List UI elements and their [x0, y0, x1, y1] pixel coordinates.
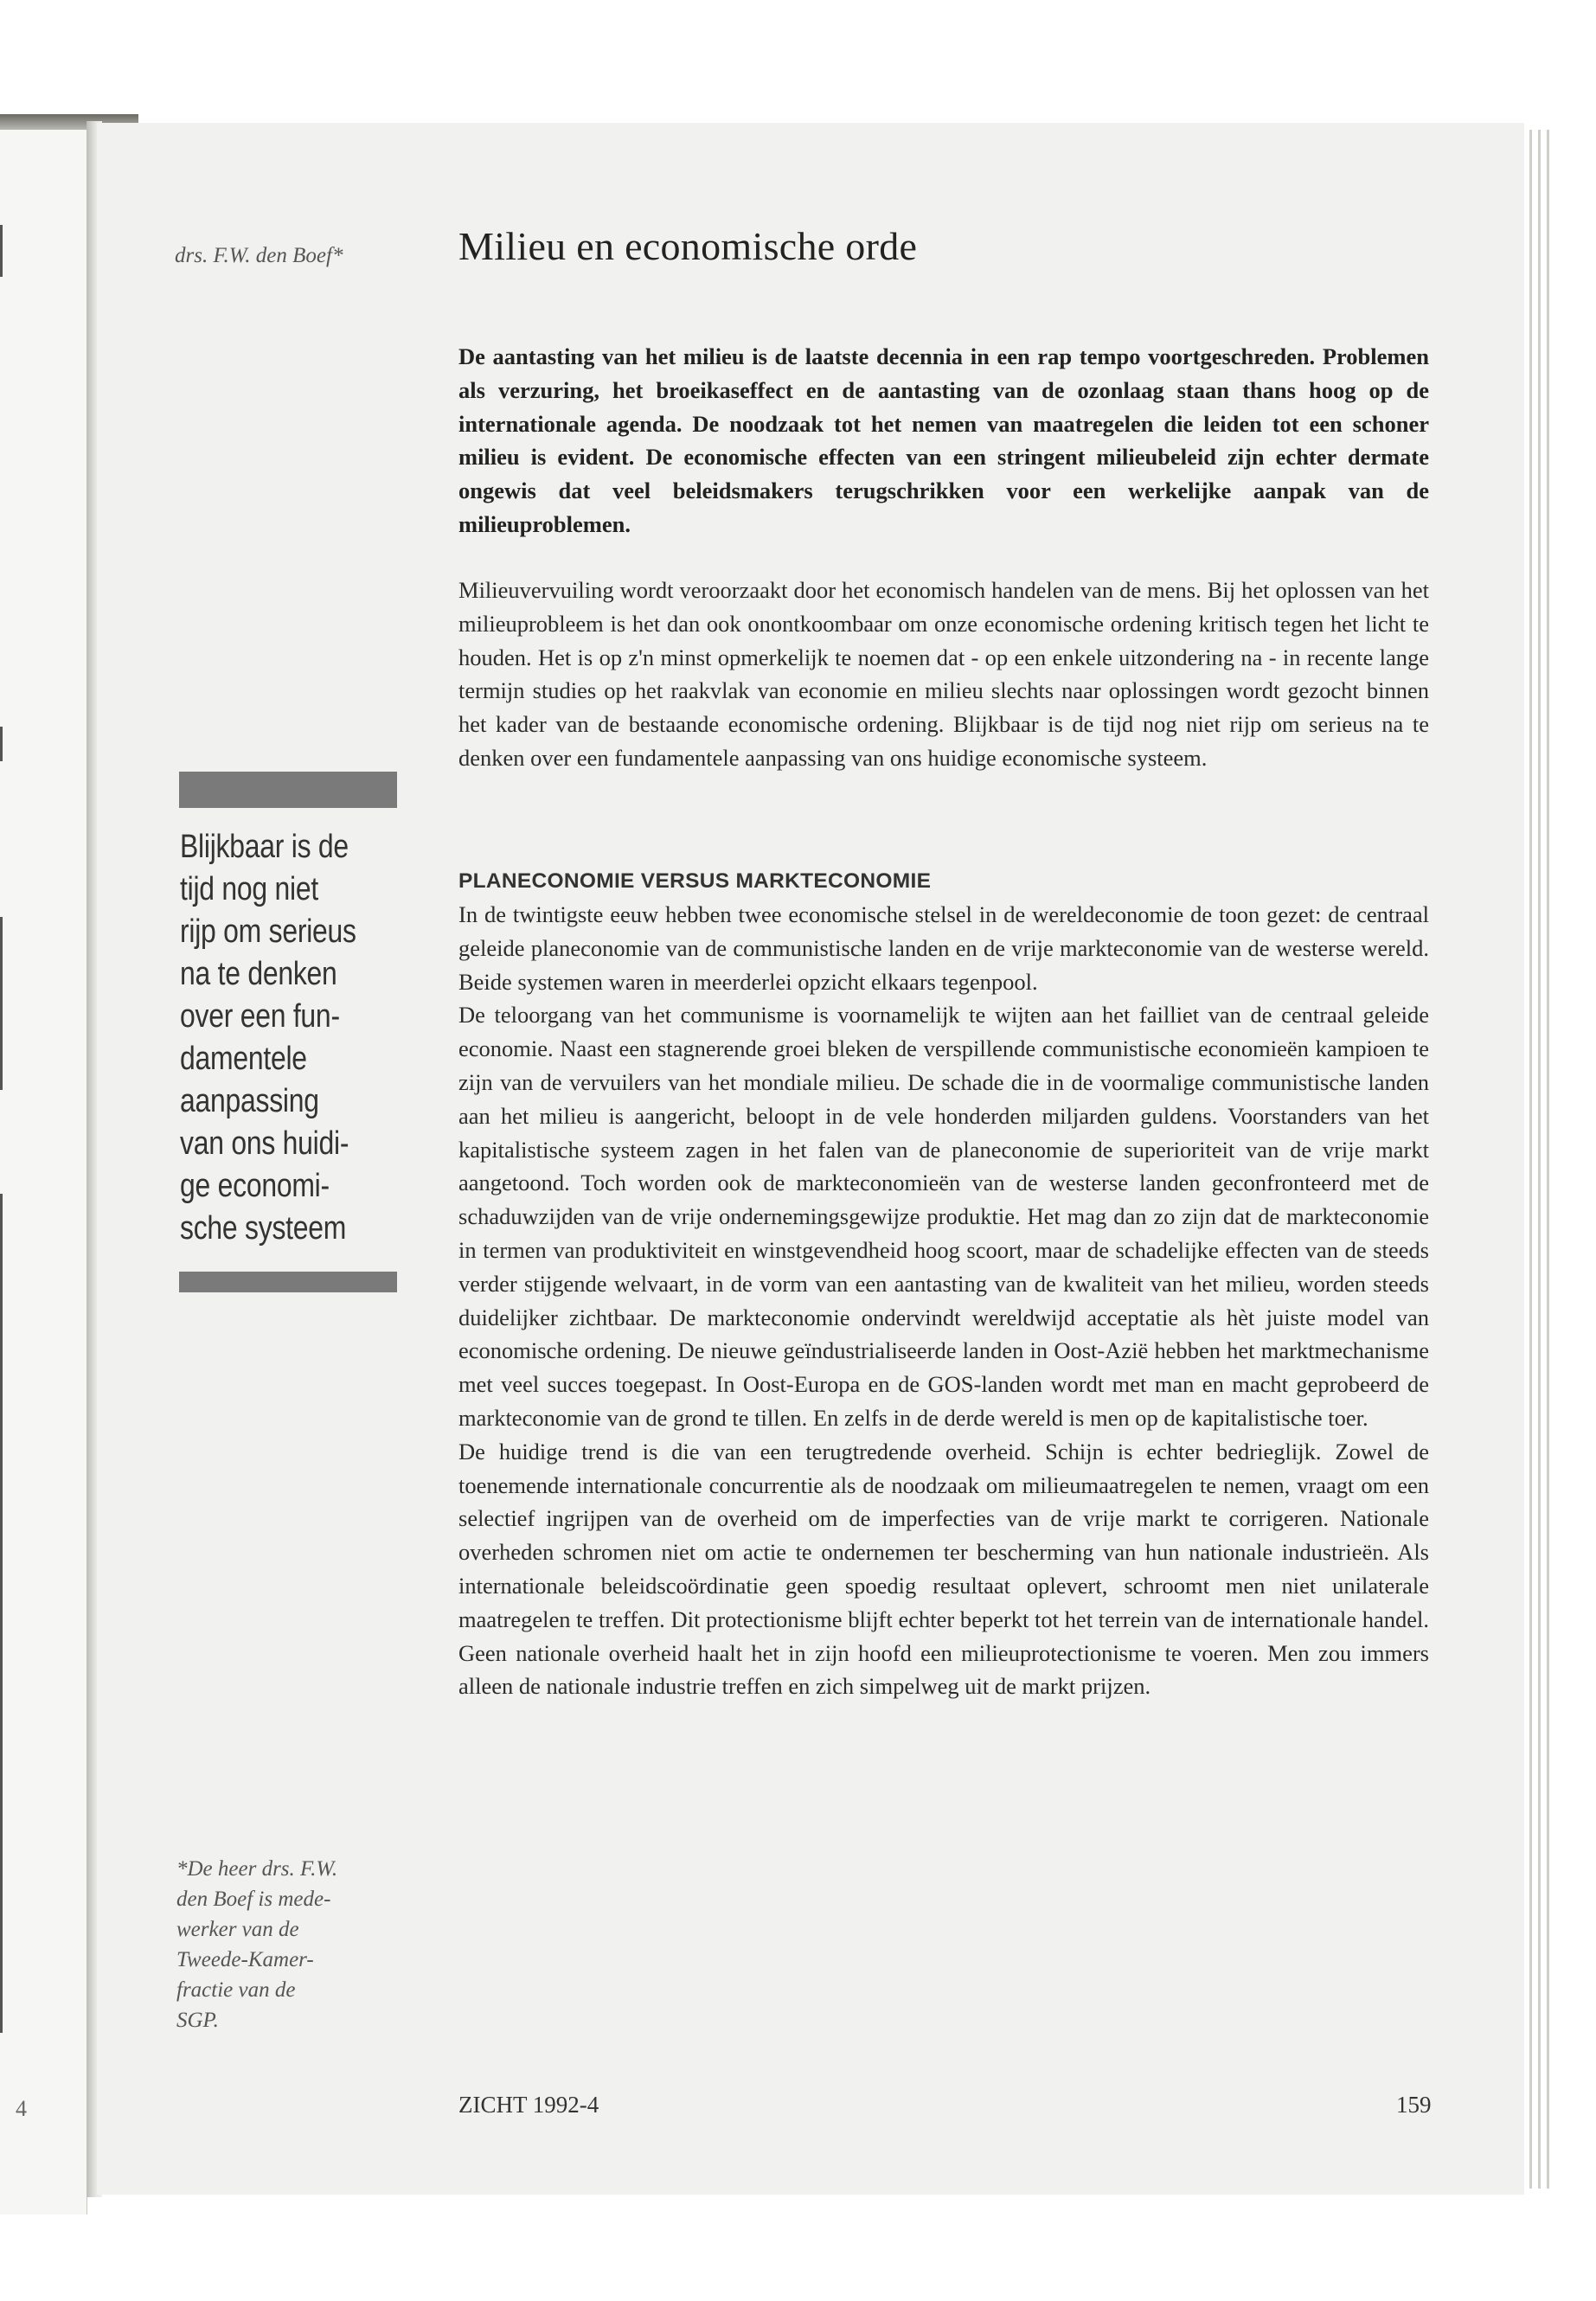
previous-page-mark	[0, 225, 3, 277]
footnote-line: *De heer drs. F.W.	[176, 1857, 338, 1881]
pullquote-line: aanpassing	[180, 1083, 319, 1119]
pullquote-line: Blijkbaar is de	[180, 829, 349, 865]
pullquote-line: tijd nog niet	[180, 871, 318, 907]
footnote-line: SGP.	[176, 2009, 219, 2032]
page-edge	[1538, 130, 1541, 2189]
intro-paragraph	[458, 340, 1429, 542]
footnote-line: werker van de	[176, 1918, 299, 1941]
pullquote-line: sche systeem	[180, 1210, 347, 1247]
paragraph: De huidige trend is die van een terugtredende overheid. Schijn is echter bedrieglijk. Zowel de toenemende internationale concurrentie als de noodzaak om milieumaatregelen te nemen, vraagt om een selectief ingrijpen van de overheid om de imperfecties van de vrije markt te corrigeren. Nationale overheden schromen niet om actie te ondernemen ter bescherming van hun nationale industrieën. Als internationale beleidscoördinatie geen spoedig resultaat oplevert, schroomt men niet unilaterale maatregelen te treffen. Dit protectionisme blijft echter beperkt tot het terrein van de internationale handel. Geen nationale overheid haalt het in zijn hoofd een milieuprotectionisme te voeren. Men zou immers alleen de nationale industrie treffen en zich simpelweg uit de markt prijzen.	[458, 1438, 1429, 1700]
paragraph: Milieuvervuiling wordt veroorzaakt door het economisch handelen van de mens. Bij het oplossen van het milieuprobleem is het dan ook onontkoombaar om onze economische ordening kritisch tegen het licht te houden. Het is op z'n minst opmerkelijk te noemen dat - op een enkele uitzondering na - in recente lange termijn studies op het raakvlak van economie en milieu slechts naar oplossingen wordt gezocht binnen het kader van de bestaande economische ordening. Blijkbaar is de tijd nog niet rijp om serieus na te denken over een fundamentele aanpassing van ons huidige economische systeem.	[458, 577, 1429, 771]
pullquote-line: van ons huidi-	[180, 1125, 349, 1162]
intro-text: De aantasting van het milieu is de laatste decennia in een rap tempo voortgeschreden. Problemen als verzuring, het broeikaseffect en de aantasting van de ozonlaag staan thans hoog op de internationale agenda. De noodzaak tot het nemen van maatregelen die leiden tot een schoner milieu is evident. De economische effecten van een stringent milieubeleid zijn echter dermate ongewis dat veel beleidsmakers terugschrikken voor een werkelijke aanpak van de milieuproblemen.	[458, 343, 1429, 537]
previous-page-mark	[0, 1194, 3, 2033]
author-byline: drs. F.W. den Boef*	[175, 244, 343, 267]
page-number: 159	[1396, 2092, 1432, 2118]
footer-journal: ZICHT 1992-4	[458, 2092, 599, 2118]
paragraph: In de twintigste eeuw hebben twee economische stelsel in de wereldeconomie de toon gezet: de centraal geleide planeconomie van de communistische landen en de vrije markteconomie van de westerse wereld. Beide systemen waren in meerderlei opzicht elkaars tegenpool.	[458, 901, 1429, 995]
pullquote	[180, 826, 369, 1250]
pullquote-line: na te denken	[180, 956, 337, 992]
footnote-line: Tweede-Kamer-	[176, 1948, 314, 1971]
body-section-1	[458, 574, 1429, 775]
pullquote-bottom-bar	[179, 1272, 397, 1292]
pullquote-line: rijp om serieus	[180, 913, 356, 950]
paragraph: De teloorgang van het communisme is voornamelijk te wijten aan het failliet van de centraal geleide economie. Naast een stagnerende groei bleken de verspillende communistische economieën kampioen te zijn van de vervuilers van het mondiale milieu. De schade die in de voormalige communistische landen aan het milieu is aangericht, beloopt in de vele honderden miljarden guldens. Voorstanders van het kapitalistische systeem zagen in het falen van de planeconomie de superioriteit van de vrije markt aangetoond. Toch worden ook de markteconomieën van de westerse landen geconfronteerd met de schaduwzijden van de vrije ondernemingsgewijze produktie. Het mag dan zo zijn dat de markteconomie in termen van produktiviteit en winstgevendheid hoog scoort, maar de schadelijke effecten van de steeds verder stijgende welvaart, in de vorm van een aantasting van de kwaliteit van het milieu, worden steeds duidelijker zichtbaar. De markteconomie ondervindt wereldwijd acceptatie als hèt juiste model van economische ordening. De nieuwe geïndustrialiseerde landen in Oost-Azië hebben het marktmechanisme met veel succes toegepast. In Oost-Europa en de GOS-landen wordt met man en macht geprobeerd de markteconomie van de grond te tillen. En zelfs in de derde wereld is men op de kapitalistische toer.	[458, 1002, 1429, 1431]
page-edge	[1529, 130, 1532, 2189]
previous-page-number: 4	[16, 2096, 27, 2121]
body-section-2	[458, 898, 1429, 1703]
article-title: Milieu en economische orde	[458, 224, 918, 268]
pullquote-line: damentele	[180, 1041, 307, 1077]
footnote-line: den Boef is mede-	[176, 1888, 331, 1911]
footnote	[176, 1854, 401, 2035]
previous-page-mark	[0, 727, 3, 761]
pullquote-line: ge economi-	[180, 1168, 330, 1204]
pullquote-line: over een fun-	[180, 998, 340, 1035]
section-heading: PLANECONOMIE VERSUS MARKTECONOMIE	[458, 869, 932, 893]
page-edge	[1547, 130, 1549, 2189]
previous-page-mark	[0, 917, 3, 1090]
pullquote-top-bar	[179, 772, 397, 808]
footnote-line: fractie van de	[176, 1978, 296, 2002]
previous-page-edge	[0, 130, 87, 2214]
